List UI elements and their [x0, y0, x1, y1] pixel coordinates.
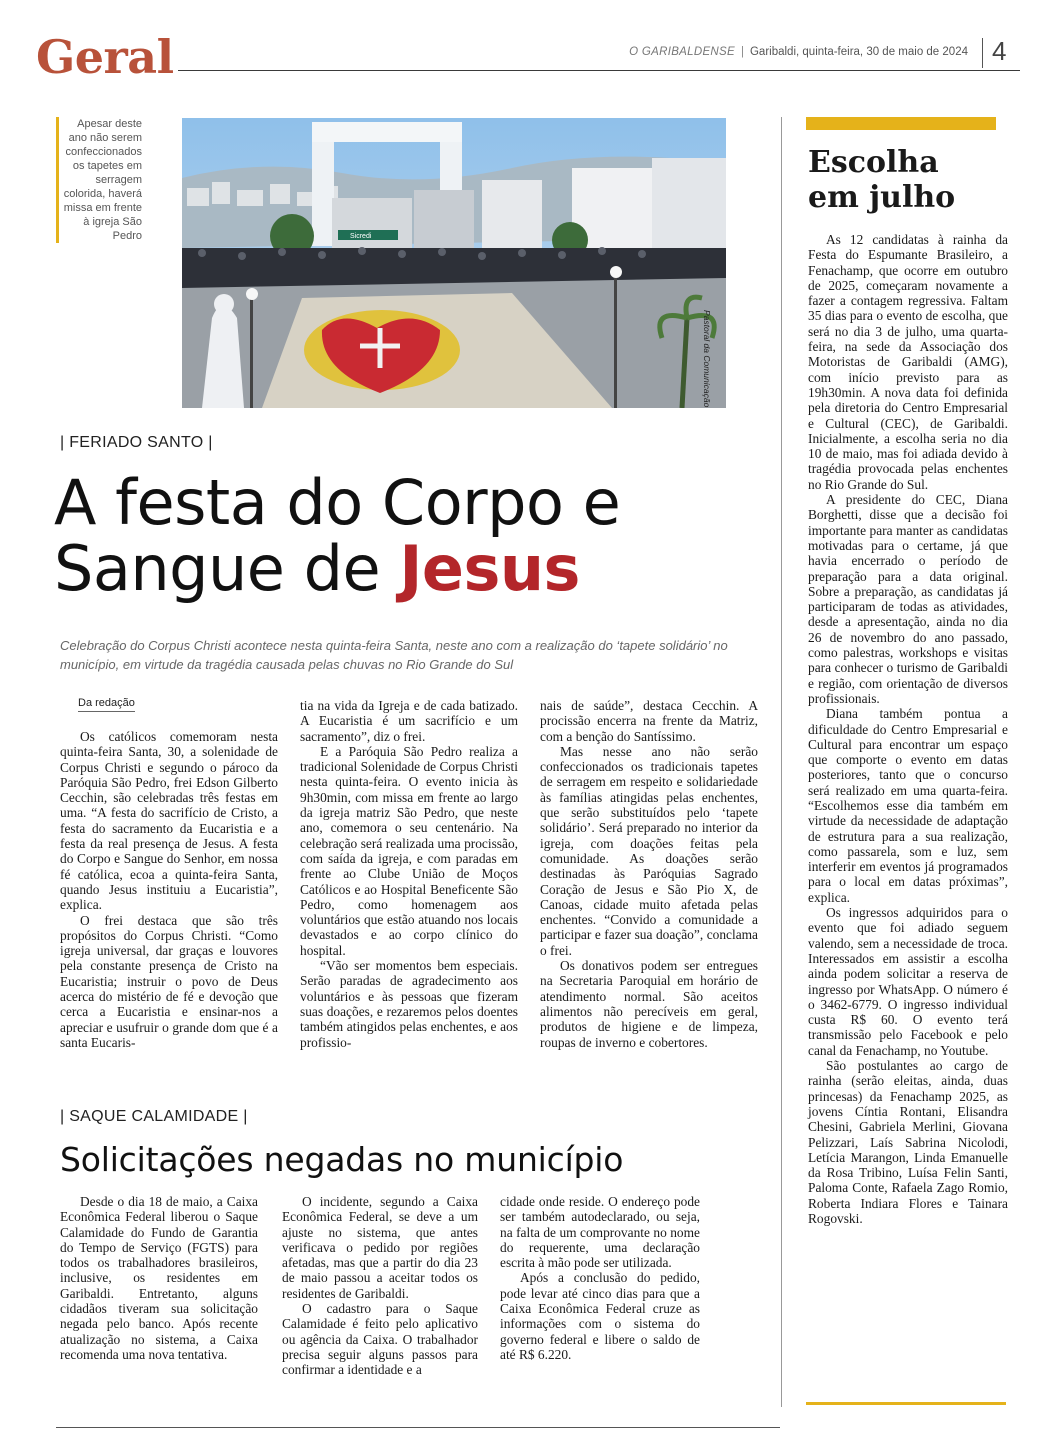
sidebar-title [808, 145, 955, 215]
header-rule [178, 70, 1020, 71]
sicredi-sign: Sicredi [350, 233, 372, 240]
second-column-3 [500, 1194, 700, 1362]
second-column-2 [282, 1194, 478, 1378]
page-number: 4 [992, 36, 1007, 66]
headline-line-2 [54, 532, 620, 605]
page-number-divider [982, 38, 983, 68]
sidebar-paragraph: Os ingressos adquiridos para o evento que foi adiado seguem valendo, sem a necessidade de troca. Interessados em assistir a escolha ainda podem solicitar a reserva de ingresso por WhatsApp. O número é o 3462-6779. O ingresso individual custa R$ 60. O evento terá transmissão pelo Facebook e pelo canal da Fenachamp, no Youtube. [808, 905, 1008, 1058]
paragraph: Após a conclusão do pedido, pode levar até cinco dias para que a Caixa Econômica Federal cruze as informações com o sistema do governo federal e libere o saldo de até R$ 6.220. [500, 1270, 700, 1362]
sidebar-paragraph: As 12 candidatas à rainha da Festa do Espumante Brasileiro, a Fenachamp, que ocorre em outubro de 2025, começaram novamente a fazer a contagem regressiva. Faltam 35 dias para o evento de escolha, que será no dia 3 de julho, uma quarta-feira, na sede da Associação dos Motoristas de Garibaldi (AMG), com início previsto para as 19h30min. A nova data foi definida pela diretoria do Centro Empresarial e Cultural (CEC), de Garibaldi. Inicialmente, a escolha seria no dia 10 de maio, mas foi adiada devido à tragédia provocada pelas enchentes no Rio Grande do Sul. [808, 232, 1008, 492]
photo-illustration [182, 118, 726, 408]
paragraph: cidade onde reside. O endereço pode ser também autodeclarado, ou seja, na falta de um comprovante no nome do requerente, uma declaração escrita à mão pode ser utilizada. [500, 1194, 700, 1271]
column-divider [781, 117, 782, 1407]
byline: Da redação [78, 697, 135, 712]
second-column-1 [60, 1194, 258, 1362]
paragraph: Mas nesse ano não serão confeccionados os tradicionais tapetes de serragem em respeito e solidariedade às famílias atingidas pelas enchentes, que serão substituídos pelo ‘tapete solidário’. Será preparado no interior da igreja, com doações feitas pela comunidade. As doações serão destinadas às Paróquias Sagrado Coração de Jesus e São Pio X, de Canoas, cidade muito afetada pelas enchentes. “Convido a comunidade a participar e fazer sua doação”, conclama o frei. [540, 743, 758, 958]
headline-accent: Jesus [399, 532, 580, 605]
paragraph: tia na vida da Igreja e de cada batizado. A Eucaristia é um sacrifício e um sacramento”, diz o frei. [300, 698, 518, 744]
sidebar-bottom-bar [806, 1402, 1006, 1405]
publication-name: O GARIBALDENSE [629, 46, 735, 58]
sidebar-body [808, 232, 1008, 1226]
dateline: Garibaldi, quinta-feira, 30 de maio de 2024 [749, 46, 968, 58]
bottom-rule [56, 1427, 780, 1428]
section-title: Geral [36, 30, 174, 84]
second-headline: Solicitações negadas no município [60, 1140, 624, 1179]
paragraph: Desde o dia 18 de maio, a Caixa Econômica Federal liberou o Saque Calamidade do Fundo de Garantia do Tempo de Serviço (FGTS) para todos os trabalhadores brasileiros, inclusive, os residentes em Garibaldi. Entretanto, alguns cidadãos tiveram sua solicitação negada pelo banco. Após recente atualização no sistema, a Caixa recomenda uma nova tentativa. [60, 1194, 258, 1362]
sidebar-paragraph: A presidente do CEC, Diana Borghetti, disse que a decisão foi importante para manter as candidatas motivadas para o certame, já que havia encerrado o período de preparação para a data original. Sobre a preparação, as candidatas já participaram de todas as atividades, desde a apresentação, ainda no dia 26 de novembro do ano passado, como palestras, workshops e visitas para conhecer o turismo de Garibaldi e região, com orientação de diversos profissionais. [808, 492, 1008, 706]
sidebar-paragraph: São postulantes ao cargo de rainha (serão eleitas, ainda, duas princesas) da Fenachamp 2025, as jovens Cíntia Rontani, Elisandra Chesini, Gabriela Merlini, Giovana Pelizzari, Laís Sabrina Nicolodi, Letícia Marangon, Linda Emanuelle da Rosa Tribino, Luísa Felin Santi, Paloma Conte, Rafaela Zago Romio, Roberta Indiara Flores e Tainara Rogovski. [808, 1058, 1008, 1226]
paragraph: O frei destaca que são três propósitos do Corpus Christi. “Como igreja universal, dar graças e louvores pela constante presença de Cristo na Eucaristia; instruir o povo de Deus acerca do mistério de fé e devoção que cerca a Eucaristia e ensinar-nos a apreciar e usufruir o grande dom que é a santa Eucaris- [60, 912, 278, 1050]
photo-credit: Pastoral da Comunicação [702, 310, 712, 408]
paragraph: E a Paróquia São Pedro realiza a tradicional Solenidade de Corpus Christi nesta quinta-feira. O evento inicia às 9h30min, com missa em frente ao largo da igreja matriz São Pedro, que neste ano, comemora o seu centenário. Na celebração será realizada uma procissão, com saída da igreja, e com paradas em frente ao Clube União de Moços Católicos e ao Hospital Beneficente São Pedro, como homenagem aos voluntários que estão atuando nos locais devastados e ao corpo clínico do hospital. [300, 743, 518, 958]
sidebar-title-line-1: Escolha [808, 145, 939, 180]
paragraph: O cadastro para o Saque Calamidade é feito pelo aplicativo ou agência da Caixa. O trabalhador precisa seguir alguns passos para confirmar a identidade e a [282, 1301, 478, 1378]
paragraph: O incidente, segundo a Caixa Econômica Federal, se deve a um ajuste no sistema, que antes verificava o pedido por regiões afetadas, mas que a partir do dia 23 de maio passou a aceitar todos os residentes de Garibaldi. [282, 1194, 478, 1301]
church-square-photo [182, 118, 726, 408]
main-column-1 [60, 729, 278, 1050]
paragraph: “Vão ser momentos bem especiais. Serão paradas de agradecimento aos voluntários e às pessoas que fizeram suas doações, e rezaremos pelos doentes também atingidos pelas enchentes, e aos profissio- [300, 958, 518, 1050]
main-deck: Celebração do Corpus Christi acontece nesta quinta-feira Santa, neste ano com a realização do ‘tapete solidário’ no município, em virtude da tragédia causada pelas chuvas no Rio Grande do Sul [60, 638, 728, 672]
photo-caption: Apesar deste ano não serem confeccionados os tapetes em serragem colorida, haverá missa em frente à igreja São Pedro [56, 117, 142, 243]
header-meta [629, 46, 968, 58]
paragraph: nais de saúde”, destaca Cecchin. A procissão encerra na frente da Matriz, com a benção do Santíssimo. [540, 698, 758, 744]
headline-line-1: A festa do Corpo e [54, 466, 621, 539]
sidebar-paragraph: Diana também pontua a dificuldade do Centro Empresarial e Cultural para encontrar um espaço que comporte o evento em datas posteriores, tanto que o concurso será realizado em uma quarta-feira. “Escolhemos esse dia também em virtude da necessidade de adaptação de estrutura para a sua realização, como passarela, som e luz, sem interferir em eventos já programados para o local em datas próximas”, explica. [808, 706, 1008, 905]
main-headline [54, 466, 621, 605]
sidebar-title-line-2: em julho [808, 180, 956, 215]
separator: | [740, 46, 744, 58]
headline-plain: Sangue de [54, 532, 400, 605]
paragraph: Os católicos comemoram nesta quinta-feira Santa, 30, a solenidade de Corpus Christi e segundo o pároco da Paróquia São Pedro, frei Edson Gilberto Cecchin, são celebradas três festas em uma. “A festa do sacrifício de Cristo, a festa do sacramento da Eucaristia e a festa da real presença de Jesus. A festa do Corpo e Sangue do Senhor, em nossa fé católica, ecoa a quinta-feira Santa, quando Jesus instituiu a Eucaristia”, explica. [60, 729, 278, 913]
main-column-2 [300, 698, 518, 1050]
main-column-3 [540, 698, 758, 1050]
paragraph: Os donativos podem ser entregues na Secretaria Paroquial em horário de atendimento normal. São aceitos alimentos não perecíveis em geral, produtos de higiene e de limpeza, roupas de inverno e cobertores. [540, 958, 758, 1050]
sidebar-accent-bar [806, 117, 996, 130]
second-kicker: | SAQUE CALAMIDADE | [60, 1108, 248, 1125]
main-kicker: | FERIADO SANTO | [60, 434, 213, 451]
